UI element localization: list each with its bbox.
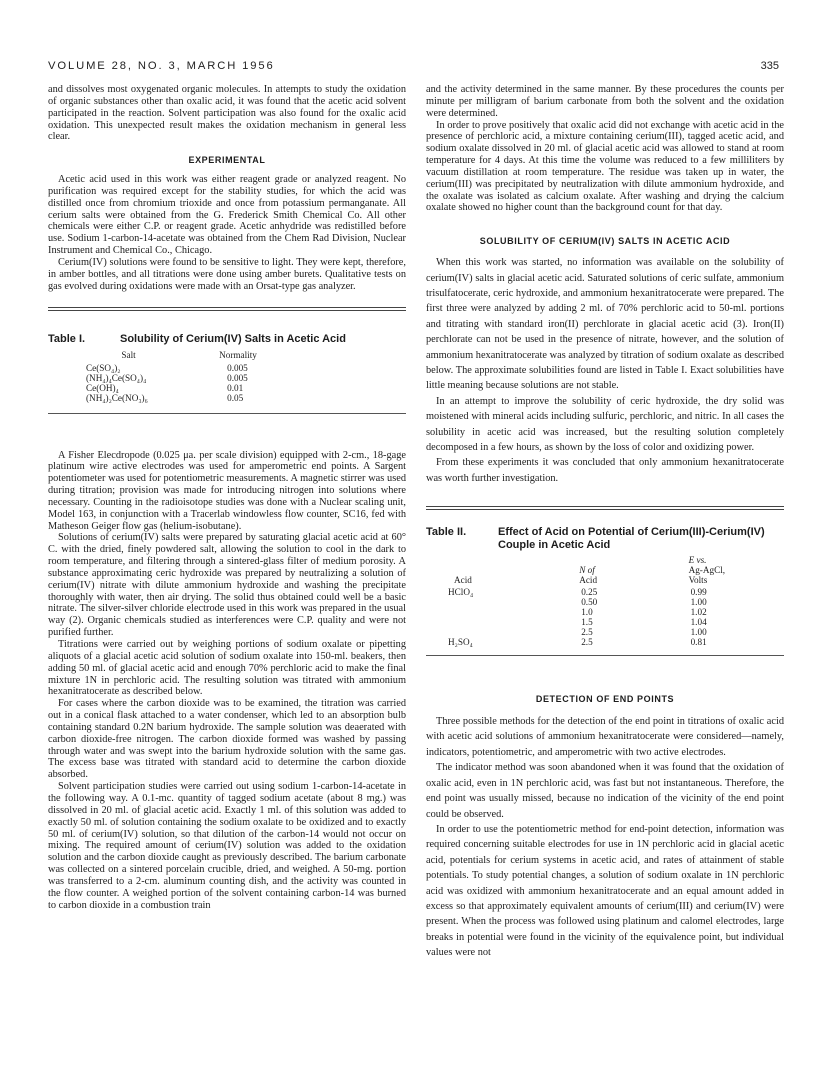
- table-1-label: Table I.: [48, 332, 86, 345]
- table-1-header-row: [48, 350, 406, 360]
- solutions-paragraph: Solutions of cerium(IV) salts were prepared by saturating glacial acetic acid at 60° C. with the dried, finely powdered salt, allowing the solution to cool in the dark to room temperature, and filtering through a sintered-glass filter of medium porosity. A substance approximating ceric hydroxide was prepared by neutralizing a solution of cerium(IV) nitrate with dilute ammonium hydroxide and washing the precipitate thoroughly with water, then air drying. The solid thus obtained could well be a basic nitrate. The silver-silver chloride electrode used in this work was prepared in the usual way (2). Organic chemicals studied as interferences were C.P. quality and were not purified further.: [48, 532, 406, 639]
- table-2: [426, 506, 784, 656]
- table-2-col-potential-line2: Ag-AgCl,: [688, 565, 726, 576]
- table-row: [426, 597, 784, 607]
- table-2-potential-cell: 1.00: [690, 597, 707, 608]
- solubility-heading: SOLUBILITY OF CERIUM(IV) SALTS IN ACETIC ACID: [479, 236, 731, 247]
- page-header: [48, 60, 779, 76]
- table-1-grid: [48, 350, 406, 403]
- table-2-acid-cell: H₂SO₄: [448, 637, 473, 648]
- solubility-paragraph-3: From these experiments it was concluded that only ammonium hexanitratocerate was worth further investigation.: [426, 457, 784, 484]
- table-1-normality-cell: 0.005: [227, 362, 248, 373]
- table-1-top-rule: [48, 307, 406, 311]
- table-1-normality-cell: 0.01: [227, 382, 244, 393]
- table-1-salt-cell: Ce(SO₄)₂: [86, 362, 121, 373]
- table-1-salt-cell: Ce(OH)₄: [86, 382, 119, 393]
- table-2-potential-cell: 1.02: [690, 607, 707, 618]
- solubility-paragraph-2: In an attempt to improve the solubility of ceric hydroxide, the dry solid was moistened with mineral acids including sulfuric, perchloric, and nitric. In all cases the solubility in acetic acid was increased, but the resulting solution completely decomposed in a few hours, as shown by the loss of color and oxidizing power.: [426, 395, 784, 453]
- experimental-heading: EXPERIMENTAL: [188, 155, 266, 166]
- table-1-normality-cell: 0.05: [227, 392, 244, 403]
- table-2-normality-cell: 2.5: [581, 637, 593, 648]
- table-2-col-potential: [677, 555, 784, 585]
- table-2-normality-cell: 0.50: [581, 597, 598, 608]
- table-row: [48, 363, 406, 373]
- table-2-normality-cell: 2.5: [581, 627, 593, 638]
- table-2-acid-cell: [426, 597, 569, 607]
- table-row: [426, 637, 784, 647]
- table-row: [426, 627, 784, 637]
- table-2-bottom-rule: [426, 655, 784, 656]
- table-row: [48, 373, 406, 383]
- table-2-potential-cell: 1.00: [690, 627, 707, 638]
- table-2-normality-cell: 1.0: [581, 607, 593, 618]
- table-2-potential-cell: 0.99: [690, 587, 707, 598]
- experimental-paragraph-light: Cerium(IV) solutions were found to be sensitive to light. They were kept, therefore, in amber bottles, and all titrations were done using amber burets. Qualitative tests on gas evolved during oxidations were made with an Orsat-type gas analyzer.: [48, 256, 406, 292]
- table-row: [426, 607, 784, 617]
- experimental-paragraph-reagents: Acetic acid used in this work was either reagent grade or analyzed reagent. No purification was required except for the stability studies, for which the acid was distilled once from chromium trioxide and once from potassium permanganate. All cerium salts were obtained from the G. Frederick Smith Chemical Co. All other chemicals were either C.P. or reagent grade. Acetic anhydride was redistilled before use. Sodium 1-carbon-14-acetate was obtained from the Chem Rad Division, Nuclear Instrument and Chemical Co., Chicago.: [48, 174, 406, 257]
- exchange-paragraph: In order to prove positively that oxalic acid did not exchange with acetic acid in the presence of perchloric acid, a mixture containing cerium(III), tagged acetic acid, and sodium oxalate dissolved in 20 ml. of glacial acetic acid was allowed to stand at room temperature for 4 days. At this time the volume was reduced to a few milliliters by vacuum distillation at room temperature. The residue was taken up in water, the cerium(III) was precipitated by neutralization with dilute ammonium hydroxide, and the oxalate was isolated as calcium oxalate. After washing and drying the calcium oxalate showed no higher count than the background count for that day.: [426, 119, 784, 214]
- table-1-col-salt: Salt: [121, 349, 136, 360]
- table-2-acid-cell: [426, 607, 569, 617]
- intro-paragraph: and dissolves most oxygenated organic molecules. In attempts to study the oxidation of organic substances other than oxalic acid, it was found that the acetic acid solvent participated in the reaction. Solvent participation was also found for the oxalic acid oxidation. This unexpected result makes the oxidation mechanism in general less clear.: [48, 84, 406, 143]
- table-2-col-normality-line1: N of: [579, 565, 595, 576]
- table-2-label: Table II.: [426, 526, 467, 539]
- table-2-normality-cell: 1.5: [581, 617, 593, 628]
- table-2-acid-cell: [426, 627, 569, 637]
- detection-paragraph-3: In order to use the potentiometric method for end-point detection, information was required concerning suitable electrodes for use in 1N perchloric acid in glacial acetic acid, potentials for cerium systems in acetic acid, and rates of attainment of stable potentials. To study potential changes, a solution of sodium oxalate in 1N perchloric acid was oxidized with ammonium hexanitratocerate and an equal amount added in excess so that approximately equivalent amounts of cerium(III) and cerium(IV) were present. When the process was followed using platinum and calomel electrodes, large breaks in potential were found in the vicinity of the equivalence point, but individual values were not: [426, 823, 784, 959]
- table-2-col-normality: [569, 555, 676, 585]
- detection-paragraph-2: The indicator method was soon abandoned when it was found that the oxidation of oxalic acid, even in 1N perchloric acid, was fast but not instantaneous. Therefore, the end point was usually missed, because no indication of the vicinity of the end point could be observed.: [426, 762, 784, 820]
- table-2-title: [426, 526, 784, 552]
- solubility-paragraph-1: When this work was started, no information was available on the solubility of cerium(IV) salts in glacial acetic acid. Saturated solutions of ceric sulfate, ammonium trisulfatocerate, ceric hydroxide, and ammonium hexanitratocerate were prepared. The first three were analyzed by adding 2 ml. of 70% perchloric acid to 50-ml. portions and titrating with standard iron(II) perchlorate in glacial acetic acid (3). Iron(II) perchlorate can not be used in the presence of nitrate, however, and the solution of ammonium hexanitratocerate was analyzed by titration of sodium oxalate as described below. The approximate solubilities found are listed in Table I. Exact solubilities have little meaning because solutions are not stable.: [426, 257, 784, 392]
- table-row: [48, 393, 406, 403]
- table-1-salt-cell: (NH₄)₄Ce(SO₄)₄: [86, 372, 147, 383]
- activity-continuation-paragraph: and the activity determined in the same manner. By these procedures the counts per minute per milligram of barium carbonate from both the solvent and the oxidation were determined.: [426, 84, 784, 119]
- table-1-salt-cell: (NH₄)₂Ce(NO₃)₆: [86, 392, 148, 403]
- table-1-bottom-rule: [48, 413, 406, 414]
- solvent-participation-paragraph: Solvent participation studies were carried out using sodium 1-carbon-14-acetate in the following way. A 0.1-mc. quantity of tagged sodium acetate (about 8 mg.) was dissolved in 20 ml. of glacial acetic acid. Exactly 1 ml. of this solution was added to exactly 50 ml. of solution containing the sodium oxalate to be oxidized and to exactly 50 ml. of cerium(IV) solution, so that dilution of the carbon-14 would not occur on mixing. The required amount of cerium(IV) solution was added to the oxidation solution and the carbon dioxide caught as previously described. The barium carbonate was collected on a sintered porcelain crucible, dried, and weighed. A 50-mg. portion was transferred to a 2-cm. aluminum counting dish, and the activity was counted in the flow counter. A weighed portion of the solvent containing carbon-14 was burned to carbon dioxide in a combustion train: [48, 781, 406, 911]
- table-1-normality-cell: 0.005: [227, 372, 248, 383]
- detection-heading: DETECTION OF END POINTS: [535, 694, 675, 705]
- table-2-header-row: [426, 555, 784, 585]
- table-row: [48, 383, 406, 393]
- table-2-grid: [426, 555, 784, 647]
- table-1-col-normality: Normality: [219, 349, 257, 360]
- table-2-caption: Effect of Acid on Potential of Cerium(III)-Cerium(IV) Couple in Acetic Acid: [498, 526, 765, 552]
- table-1-caption: Solubility of Cerium(IV) Salts in Acetic Acid: [120, 332, 346, 345]
- table-2-acid-cell: HClO₄: [448, 587, 474, 598]
- carbon-dioxide-paragraph: For cases where the carbon dioxide was to be examined, the titration was carried out in a conical flask attached to a water condenser, which led to an absorption bulb containing standard 0.2N barium hydroxide. The sample solution was deaerated with carbon dioxide-free nitrogen. The carbon dioxide formed was washed by passing through water and was swept into the barium hydroxide solution with the same gas. The excess base was titrated with standard acid to determine the carbon dioxide absorbed.: [48, 698, 406, 781]
- table-1-title: [48, 333, 406, 346]
- left-column: [48, 84, 406, 911]
- table-2-potential-cell: 0.81: [690, 637, 707, 648]
- table-2-potential-cell: 1.04: [690, 617, 707, 628]
- page-number: 335: [760, 60, 779, 72]
- journal-issue-line: VOLUME 28, NO. 3, MARCH 1956: [48, 60, 275, 72]
- table-1: [48, 307, 406, 414]
- detection-paragraph-1: Three possible methods for the detection of the end point in titrations of oxalic acid with acetic acid solutions of ammonium hexanitratocerate were considered—namely, indicators, potentiometric, and amperometric with two active electrodes.: [426, 716, 784, 758]
- apparatus-paragraph: A Fisher Elecdropode (0.025 μa. per scale division) equipped with 2-cm., 18-gage platinum wire active electrodes was used for amperometric end points. A Sargent potentiometer was used for potentiometric measurements. A magnetic stirrer was used during titration; provision was made for introducing nitrogen into solutions where necessary. Counting in the radioisotope studies was done with a Nuclear scaling unit, Model 163, in conjunction with a Tracerlab windowless flow counter, SC16, fed with Matheson Geiger flow gas (helium-isobutane).: [48, 449, 406, 532]
- table-2-col-acid: Acid: [454, 575, 472, 586]
- table-2-col-potential-line1: E vs.: [688, 555, 707, 566]
- table-2-acid-cell: [426, 617, 569, 627]
- table-row: [426, 617, 784, 627]
- table-row: [426, 587, 784, 597]
- table-2-top-rule: [426, 506, 784, 510]
- right-column: [426, 84, 784, 961]
- table-2-col-potential-line3: Volts: [688, 575, 708, 586]
- table-2-col-normality-line2: Acid: [579, 575, 598, 586]
- table-2-normality-cell: 0.25: [581, 587, 598, 598]
- titrations-paragraph: Titrations were carried out by weighing portions of sodium oxalate or pipetting aliquots of a glacial acetic acid solution of sodium oxalate into 150-ml. beakers, then adding 50 ml. of glacial acetic acid and enough 70% perchloric acid to make the final mixture 1N in perchloric acid. The resulting solution was titrated with ammonium hexanitratocerate as described below.: [48, 639, 406, 698]
